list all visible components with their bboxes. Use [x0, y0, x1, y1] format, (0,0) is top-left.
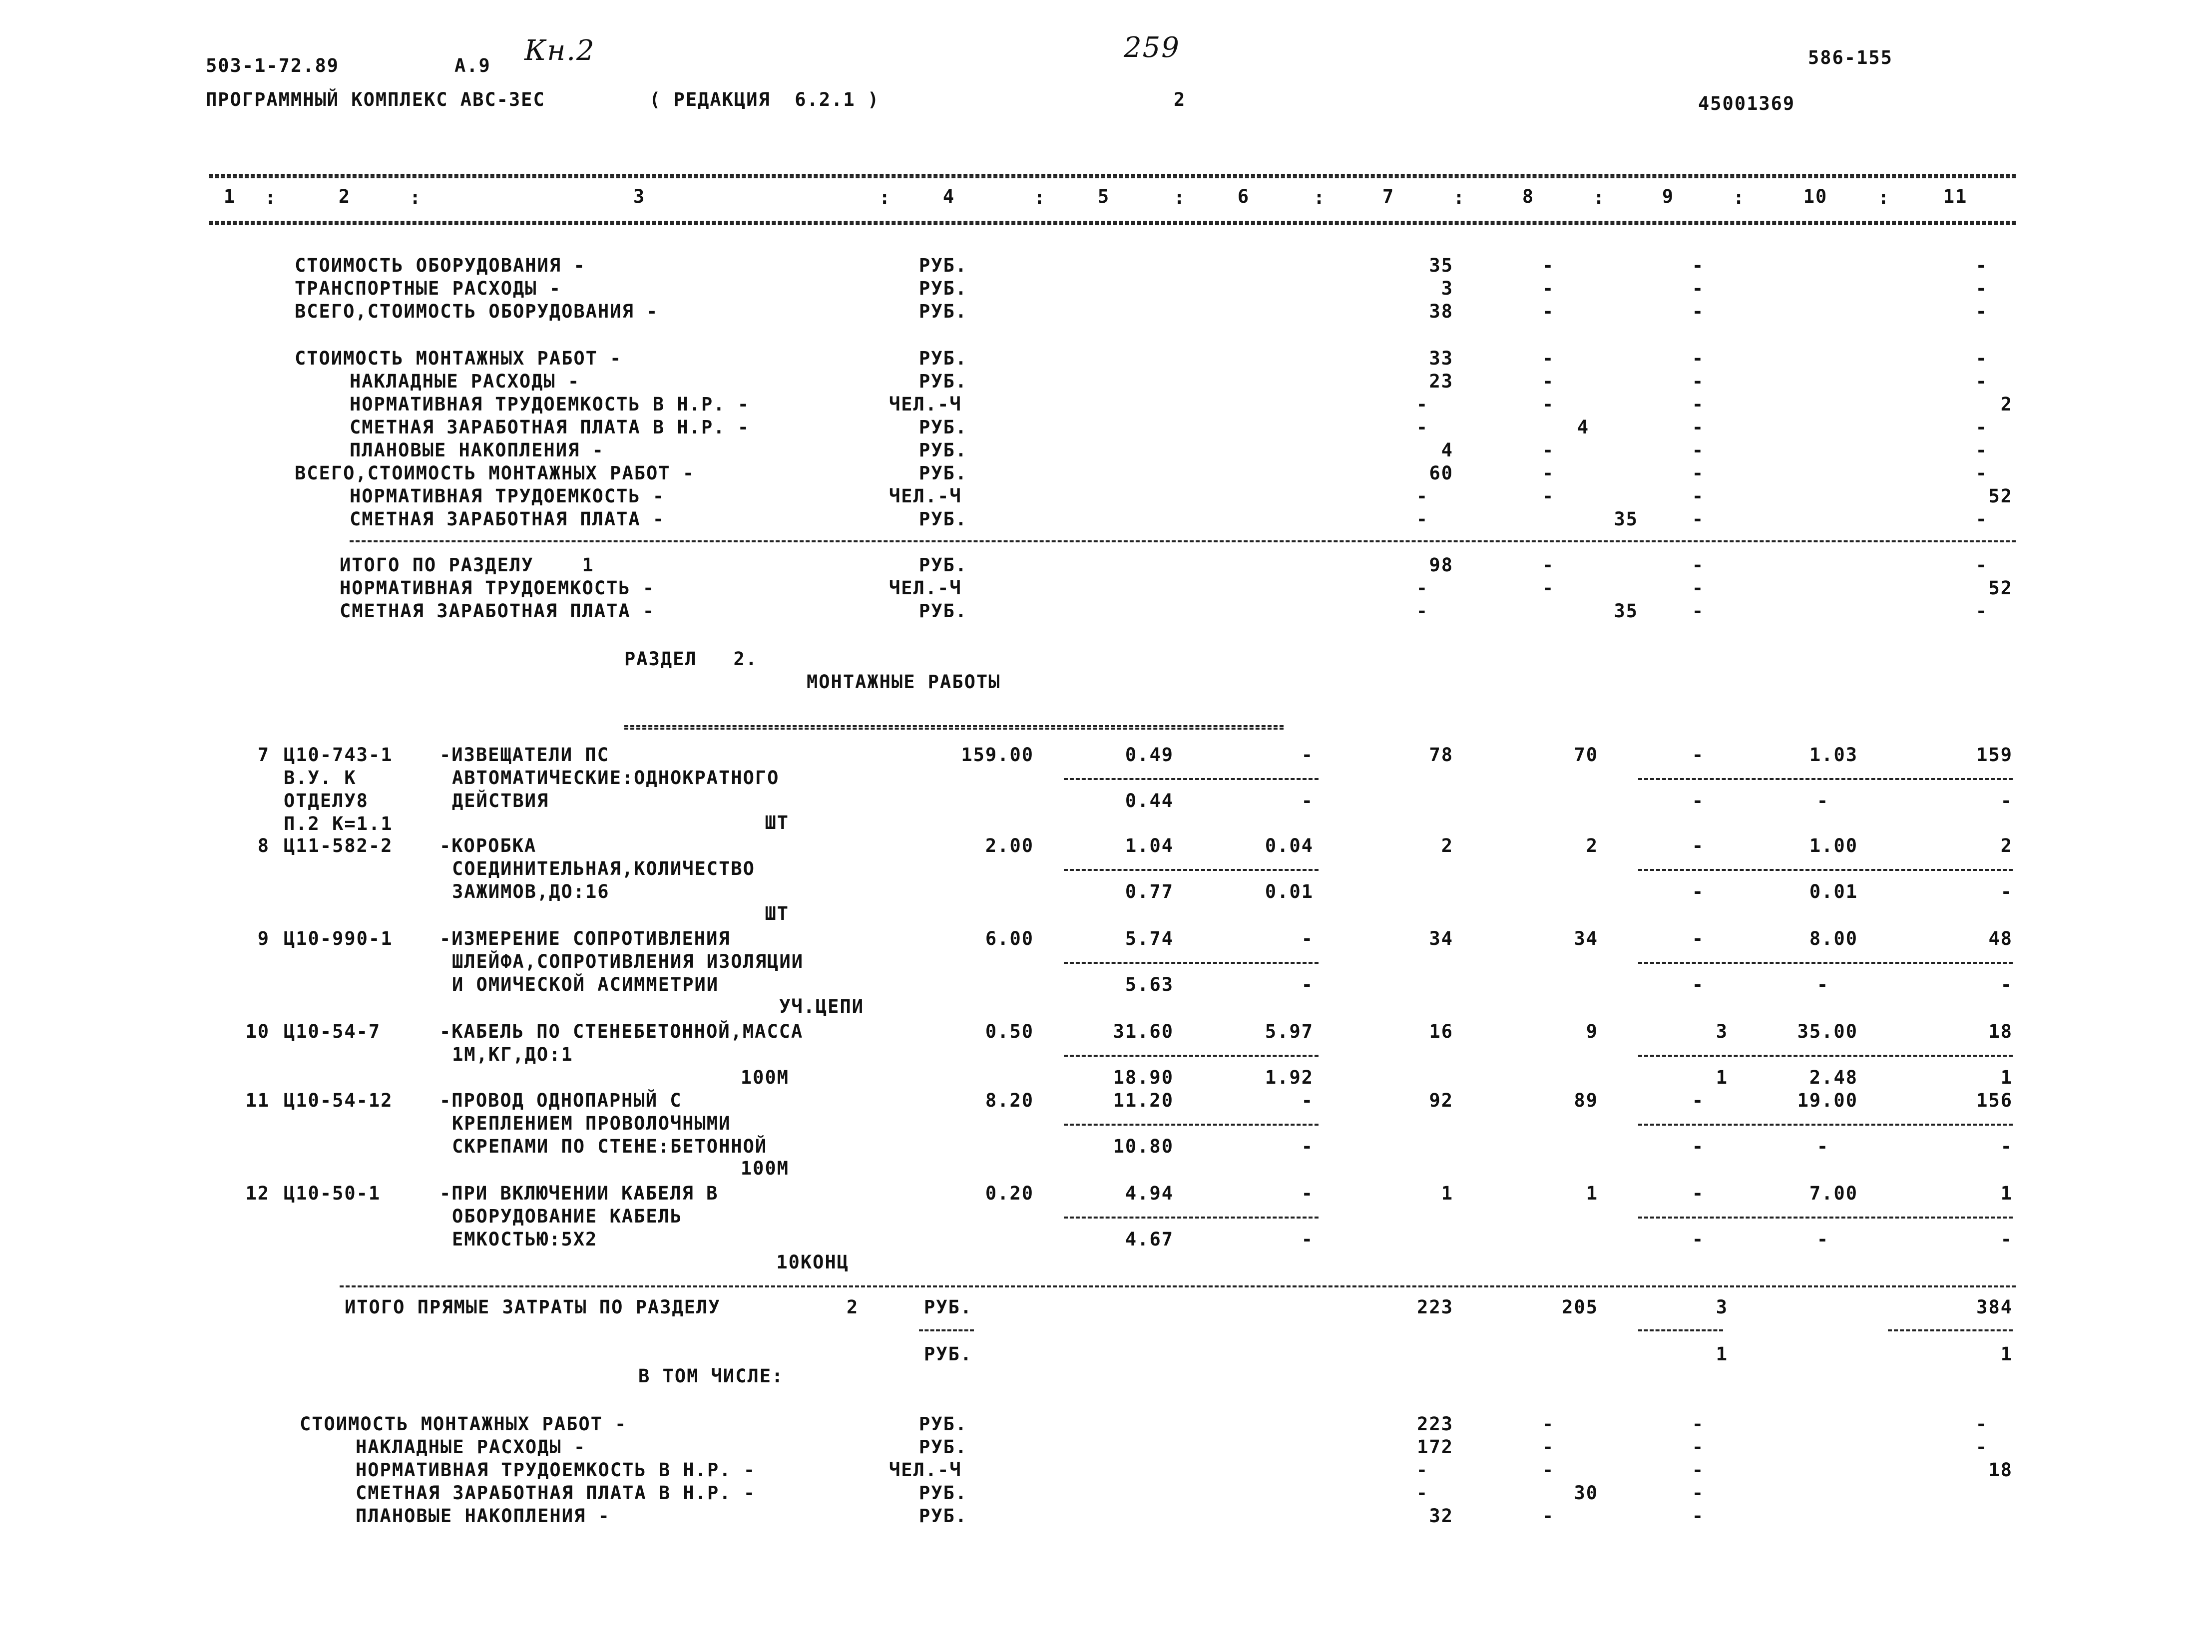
col-3: 3: [633, 186, 646, 207]
sheet-number: 2: [1174, 89, 1186, 110]
col-6: 6: [1237, 186, 1250, 207]
col-5: 5: [1097, 186, 1110, 207]
col-2: 2: [338, 186, 351, 207]
right-code: 586-155: [1808, 47, 1893, 68]
col-4: 4: [942, 186, 955, 207]
header-rule-top: [209, 174, 2016, 178]
col-8: 8: [1522, 186, 1535, 207]
including-label: В ТОМ ЧИСЛЕ:: [638, 1365, 784, 1387]
account-number: 45001369: [1698, 93, 1795, 114]
program-name: ПРОГРАММНЫЙ КОМПЛЕКС АВС-3ЕС: [206, 89, 545, 110]
col-9: 9: [1662, 186, 1675, 207]
col-7: 7: [1382, 186, 1395, 207]
col-1: 1: [223, 186, 236, 207]
section1-separator: [350, 540, 2016, 542]
section2-title: РАЗДЕЛ 2.: [624, 648, 758, 670]
album-code: А.9: [454, 55, 491, 76]
section2-separator: [340, 1285, 2016, 1287]
col-10: 10: [1803, 186, 1828, 207]
section2-title-rule: [624, 725, 1284, 730]
edition: ( РЕДАКЦИЯ 6.2.1 ): [649, 89, 880, 110]
book-handwritten: Кн.2: [524, 34, 595, 67]
page-number-handwritten: 259: [1124, 31, 1180, 64]
col-11: 11: [1943, 186, 1968, 207]
section2-subtitle: МОНТАЖНЫЕ РАБОТЫ: [807, 671, 1001, 693]
doc-code: 503-1-72.89: [206, 55, 340, 76]
header-rule-bottom: [209, 221, 2016, 225]
